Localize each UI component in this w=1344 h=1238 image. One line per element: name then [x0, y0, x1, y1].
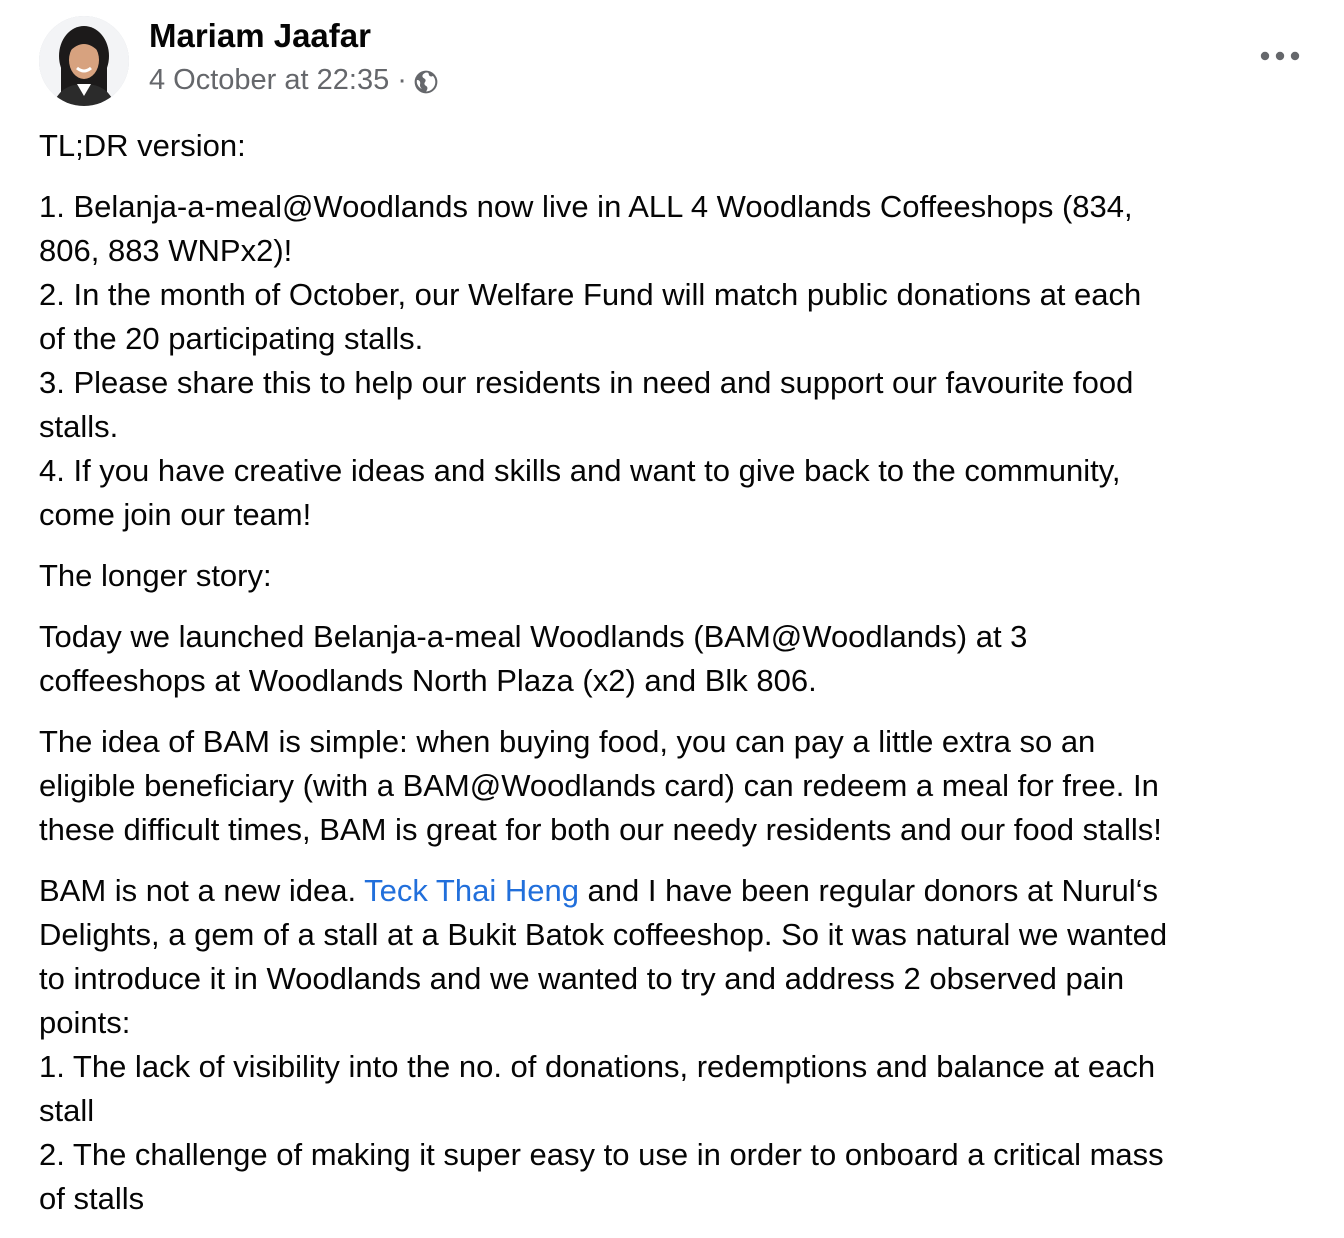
text-line: The longer story: — [39, 558, 272, 593]
paragraph-background — [39, 869, 1339, 1221]
text-line: 806, 883 WNPx2)! — [39, 233, 293, 268]
paragraph-idea — [39, 720, 1339, 852]
text-line: coffeeshops at Woodlands North Plaza (x2) and Blk 806. — [39, 663, 817, 698]
text-line: TL;DR version: — [39, 128, 246, 163]
text-line: points: — [39, 1005, 131, 1040]
text-line: of stalls — [39, 1181, 145, 1216]
text-line: of the 20 participating stalls. — [39, 321, 424, 356]
text-line: 1. The lack of visibility into the no. of donations, redemptions and balance at each — [39, 1049, 1156, 1084]
paragraph-tldr-list — [39, 185, 1339, 537]
text-line: 2. The challenge of making it super easy to use in order to onboard a critical mass — [39, 1137, 1164, 1172]
text-line: stalls. — [39, 409, 119, 444]
paragraph-launch — [39, 615, 1339, 703]
paragraph-longer-story-heading — [39, 554, 1339, 598]
post-timestamp[interactable]: 4 October at 22:35 — [149, 64, 390, 96]
text-line: to introduce it in Woodlands and we wanted to try and address 2 observed pain — [39, 961, 1125, 996]
text-line-with-mention — [39, 869, 1339, 913]
text-line: stall — [39, 1093, 95, 1128]
post-body — [39, 124, 1339, 1238]
text-segment: BAM is not a new idea. — [39, 873, 365, 908]
more-horizontal-icon — [1260, 51, 1300, 61]
text-line: eligible beneficiary (with a BAM@Woodlands card) can redeem a meal for free. In — [39, 768, 1159, 803]
text-line: 2. In the month of October, our Welfare Fund will match public donations at each — [39, 277, 1142, 312]
avatar-image — [39, 16, 129, 106]
post-meta — [149, 62, 439, 98]
text-segment: and I have been regular donors at Nurul‘s — [578, 873, 1158, 908]
text-line: these difficult times, BAM is great for both our needy residents and our food stalls! — [39, 812, 1162, 847]
text-line: come join our team! — [39, 497, 312, 532]
author-name[interactable]: Mariam Jaafar — [149, 17, 371, 54]
paragraph-tldr-heading — [39, 124, 1339, 168]
text-line: Today we launched Belanja-a-meal Woodlands (BAM@Woodlands) at 3 — [39, 619, 1028, 654]
text-line: 4. If you have creative ideas and skills and want to give back to the community, — [39, 453, 1121, 488]
globe-icon — [413, 69, 439, 95]
author-avatar[interactable] — [39, 16, 129, 106]
text-line: The idea of BAM is simple: when buying food, you can pay a little extra so an — [39, 724, 1096, 759]
post-header — [0, 0, 1344, 120]
meta-separator: · — [397, 64, 407, 96]
text-line: Delights, a gem of a stall at a Bukit Batok coffeeshop. So it was natural we wanted — [39, 917, 1168, 952]
more-options-button[interactable] — [1252, 36, 1308, 76]
mention-link-teck-thai-heng[interactable]: Teck Thai Heng — [364, 873, 579, 908]
text-line: 3. Please share this to help our residents in need and support our favourite food — [39, 365, 1134, 400]
text-line: 1. Belanja-a-meal@Woodlands now live in ALL 4 Woodlands Coffeeshops (834, — [39, 189, 1133, 224]
